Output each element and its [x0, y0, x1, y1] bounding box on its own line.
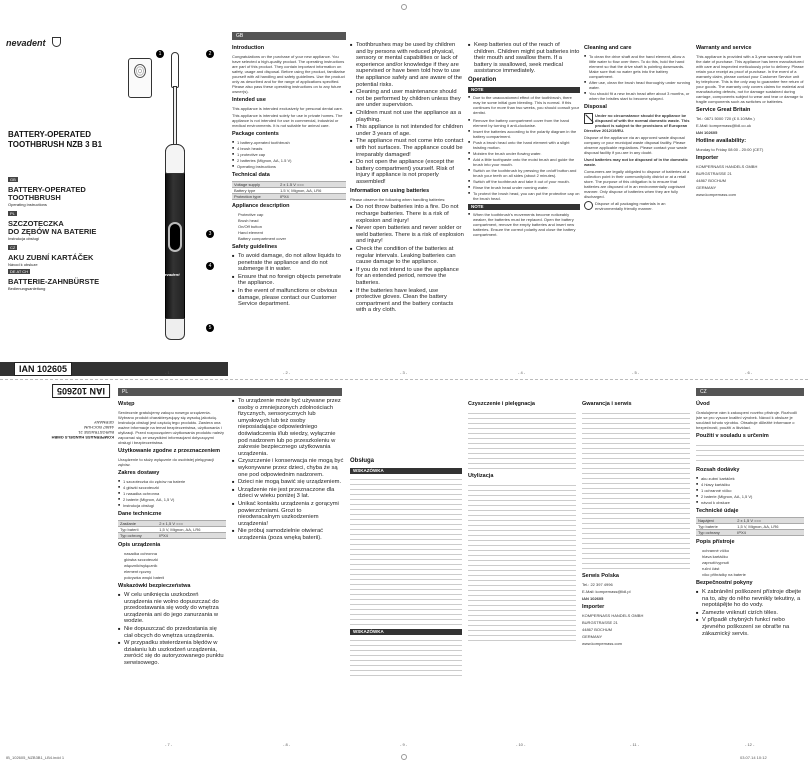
table-cell: Zasilanie [118, 521, 157, 527]
pl-safety-item: ■ Dzieci nie mogą bawić się urządzeniem. [232, 479, 344, 486]
handle-brand-label: nevadent [162, 272, 180, 277]
gb-desc-item: On/Off button [238, 224, 262, 229]
cz-intro-heading: Úvod [696, 401, 710, 407]
gb-safety-item: ■ To avoid damage, do not allow liquids to penetrate the appliance and do not submerge it in water. [232, 253, 346, 273]
gb-desc-item: Brush head [238, 218, 259, 223]
brand-emblem [52, 37, 61, 47]
gb-battery-item: ■ Never open batteries and never solder or weld batteries. There is a risk of explosion and injury! [350, 225, 464, 245]
gb-safety-item: ■ In the event of malfunctions or obvious damage, please contact our Customer Service department. [232, 288, 346, 308]
gb-service-tel: Tel.: 0871 5000 720 (£ 0.10/Min.) [696, 116, 755, 121]
cz-column-1 [696, 398, 804, 738]
pl-safety-list [118, 592, 226, 667]
diagram-label-3: 3 [206, 230, 214, 238]
gb-package-heading: Package contents [232, 131, 279, 137]
page-number-top-2: - 2 - [283, 370, 291, 375]
gb-desc-item: Battery compartment cover [238, 236, 287, 241]
gb-importer-line: 44867 BOCHUM [696, 178, 727, 183]
table-cell: Typ baterie [696, 524, 735, 530]
pl-importer-heading: Importer [582, 604, 605, 610]
pl-warranty-lines [582, 410, 690, 570]
gb-cleaning-list [584, 54, 692, 101]
pl-intro-heading: Wstęp [118, 401, 135, 407]
weee-bin-icon [584, 113, 593, 124]
gb-use-text-1: This appliance is intended exclusively for personal dental care. [232, 106, 343, 111]
page-number-top-4: - 4 - [518, 370, 526, 375]
cz-intro-text: Gratulujeme vám k zakoupení nového přístroje. Rozhodli jste se pro vysoce kvalitní výrobek. Návod k obsluze je součástí tohoto výrobku. Obsahuje důležité informace o bezpečnosti, použití a likvidaci. [696, 410, 797, 430]
cover-lang-cz-title1: AKU ZUBNÍ KARTÁČEK [8, 253, 94, 262]
pl-package-item: ■ 1 nasadka ochronna [118, 491, 226, 496]
gb-importer-line: www.kompernass.com [696, 192, 737, 197]
cz-package-item: ■ 4 hlavy kartáčku [696, 482, 804, 487]
pl-tech-table [118, 520, 226, 539]
gb-op-steps [468, 118, 580, 201]
gb-disposal-text-2: Dispose of the appliance via an approved waste disposal company or your municipal waste disposal facility. Please observe applicable regulations. Please contact your waste disposal facility if you are in any doubt. [584, 135, 687, 155]
cover-lang-pl-title2: DO ZĘBÓW NA BATERIE [8, 227, 97, 236]
brand-logo: nevadent [6, 38, 46, 48]
gb-package-list [232, 140, 346, 169]
pl-column-4 [468, 398, 576, 738]
cz-use-heading: Použití v souladu s určením [696, 433, 769, 439]
toothbrush-illustration [120, 40, 220, 360]
pl-disposal-lines [468, 482, 576, 642]
pl-use-heading: Użytkowanie zgodne z przeznaczeniem [118, 448, 221, 454]
table-cell: 2 x 1.5 V === [278, 182, 346, 188]
pl-safety-list-cont [232, 398, 344, 541]
pl-note-label-2: WSKAZÓWKA [350, 629, 462, 635]
pl-safety-heading: Wskazówki bezpieczeństwa [118, 583, 191, 589]
pl-service-mail: E-Mail: kompernass@lidl.pl [582, 589, 631, 594]
gb-hotline-text: Monday to Friday 08:00 - 20:00 (CET) [696, 147, 764, 152]
pl-importer-line: 44867 BOCHUM [582, 627, 613, 632]
gb-column-5 [696, 42, 804, 362]
cz-package-item: ■ 2 baterie (Mignon, AA, 1,5 V) [696, 494, 804, 499]
gb-battery-item: ■ Do not throw batteries into a fire. Do not recharge batteries. There is a risk of explosion and injury! [350, 204, 464, 224]
table-cell: Voltage supply [232, 182, 278, 188]
gb-op-step: ■ Add a little toothpaste onto the moist brush and guide the brush into your mouth. [468, 157, 580, 167]
pl-desc-item: nasadka ochronna [124, 551, 157, 556]
table-cell: 2 x 1,5 V === [157, 521, 226, 527]
pl-desc-heading: Opis urządzenia [118, 542, 161, 548]
cover-title-1: BATTERY-OPERATED [8, 130, 91, 139]
gb-cleaning-heading: Cleaning and care [584, 45, 632, 51]
table-row [118, 533, 226, 539]
gb-package-item: ■ 1 battery-operated toothbrush [232, 140, 346, 145]
pl-desc-item: element ręczny [124, 569, 152, 574]
gb-battery-list [350, 204, 464, 314]
page-number-bottom-12: - 12 - [745, 742, 755, 747]
cz-package-heading: Rozsah dodávky [696, 467, 740, 473]
cz-desc-heading: Popis přístroje [696, 539, 735, 545]
table-cell: 2 x 1,5 V === [735, 518, 804, 524]
lang-bar-cz: CZ [696, 388, 804, 396]
pl-disposal-heading: Utylizacja [468, 473, 494, 479]
gb-column-4 [584, 42, 692, 362]
table-cell: Napájení [696, 518, 735, 524]
gb-disposal-text-4: Consumers are legally obligated to dispose of batteries at a collection point in their community/city district or at a retail store. The purpose of this obligation is to ensure that batteries are disposed of in an environmentally cognisant manner. Only dispose of batteries when they are fully discharged. [584, 169, 690, 199]
page-number-bottom-10: - 10 - [516, 742, 526, 747]
gb-note-label: NOTE [468, 87, 580, 93]
print-file-label: IB_102605_NZB3B1_LB4.indd 1 [6, 755, 65, 760]
gb-safety-heading: Safety guidelines [232, 244, 278, 250]
pl-package-item: ■ 4 główki szczoteczki [118, 485, 226, 490]
cover-lang-gb-title2: TOOTHBRUSH [8, 193, 61, 202]
cz-tech-heading: Technické údaje [696, 508, 739, 514]
cover-lang-pl-sub: Instrukcja obsługi [8, 236, 39, 241]
gb-disposal-heading: Disposal [584, 104, 607, 110]
gb-importer-line: BURGSTRASSE 21 [696, 171, 732, 176]
gb-column-3 [468, 42, 580, 362]
back-importer-line: GERMANY [93, 420, 114, 425]
gb-intro-heading: Introduction [232, 45, 265, 51]
table-cell: 1,5 V, Mignon, AA, LR6 [735, 524, 804, 530]
pl-package-list [118, 479, 226, 508]
gb-safety-item: ■ The appliance must not come into contact with hot surfaces. The appliance could be irreparably damaged! [350, 138, 464, 158]
cz-package-item: ■ aku zubní kartáček [696, 476, 804, 481]
table-cell: IPX4 [278, 194, 346, 200]
pl-importer-line: BURGSTRASSE 21 [582, 620, 618, 625]
gb-op-step: ■ Moisten the brush under flowing water. [468, 151, 580, 156]
gb-safety-item: ■ Toothbrushes may be used by children and by persons with reduced physical, sensory or mental capabilities or lack of experience and/or knowledge if they are supervised or have been told how to use the appliance safely and are aware of the potential risks. [350, 42, 464, 88]
page-number-top-3: - 3 - [400, 370, 408, 375]
gb-op-step: ■ Switch on the toothbrush by pressing the on/off button and brush your teeth on all sides (about 2 minutes). [468, 168, 580, 178]
pl-package-item: ■ Instrukcja obsługi [118, 503, 226, 508]
gb-safety-item: ■ Cleaning and user maintenance should not be performed by children unless they are under supervision. [350, 89, 464, 109]
pl-op-lines [350, 476, 462, 626]
weee-cross-icon [585, 114, 593, 122]
gb-battery-list-cont [468, 42, 580, 75]
gb-op-step: ■ Push a brush head onto the hand element with a slight twisting motion. [468, 140, 580, 150]
pl-desc-list [118, 551, 226, 580]
back-cover-importer [4, 400, 114, 440]
gb-cleaning-item: ■ You should fit a new brush head after about 3 months, or when the bristles start to become splayed. [584, 91, 692, 101]
lang-tag-pl: PL [10, 211, 15, 216]
pl-importer-line: www.kompernass.com [582, 641, 623, 646]
cover-lang-pl-title1: SZCZOTECZKA [8, 219, 64, 228]
gb-op-step: ■ To protect the brush head, you can put the protective cap on the brush head. [468, 191, 580, 201]
cz-safety-list [696, 589, 804, 637]
back-importer-line: KOMPERNASS HANDELS GMBH [51, 435, 114, 440]
gb-column-1 [232, 42, 346, 362]
gb-battery-heading: Information on using batteries [350, 188, 430, 195]
pl-safety-item: ■ Czyszczenie i konserwacja nie mogą być wykonywane przez dzieci, chyba że są one pod odpowiednim nadzorem. [232, 458, 344, 478]
table-cell: Typ baterii [118, 527, 157, 533]
diagram-label-4: 4 [206, 262, 214, 270]
pl-service-tel: Tel.: 22 397 4996 [582, 582, 613, 587]
table-cell: Protection type [232, 194, 278, 200]
table-cell: IPX4 [735, 530, 804, 536]
gb-battery-intro: Please observe the following when handling batteries: [350, 197, 446, 203]
pl-safety-item: ■ To urządzenie może być używane przez osoby o zmniejszonych zdolnościach fizycznych, sensorycznych lub umysłowych lub też osoby nieposiadające odpowiedniego doświadczenia i/lub wiedzy, wyłącznie pod nadzorem lub po przeszkoleniu w zakresie bezpiecznego użytkowania urządzenia. [232, 398, 344, 457]
cz-tech-table [696, 517, 804, 536]
gb-use-text-2: This appliance is intended solely for use in private homes. The appliance is not intended for use in commercial, industrial or medical environments. It is not suitable for animal care. [232, 113, 343, 128]
pl-package-item: ■ 2 baterie (Mignon, AA, 1,5 V) [118, 497, 226, 502]
cz-package-list [696, 476, 804, 505]
pl-op-lines-2 [350, 637, 462, 677]
power-button[interactable] [168, 222, 182, 252]
cover-lang-de-title1: BATTERIE-ZAHNBÜRSTE [8, 277, 100, 286]
lang-bar-pl: PL [118, 388, 342, 396]
pl-column-2 [232, 398, 344, 738]
pl-column-3 [350, 398, 462, 738]
gb-warranty-text: This appliance is provided with a 3-year warranty valid from the date of purchase. This appliance has been manufactured with care and inspected meticulously prior to delivery. Please retain your receipt as proof of purchase. In the event of a warranty claim, please contact your Customer Service unit by telephone. This is the only way to guarantee free return of your goods. The warranty only covers claims for material and manufacturing defects, not for damage sustained during carriage, components subject to wear and tear or damage to fragile components such as switches or batteries. [696, 54, 804, 104]
gb-cleaning-item: ■ To clean the drive shaft and the hand element, allow a little water to flow over them. To do this, hold the hand element so that the drive shaft is pointing downwards. Make sure that no water gets into the battery compartment. [584, 54, 692, 79]
pl-service-heading: Serwis Polska [582, 573, 619, 579]
pl-importer-line: KOMPERNASS HANDELS GMBH [582, 613, 644, 618]
gb-package-item: ■ 1 protective cap [232, 152, 346, 157]
gb-safety-item: ■ This appliance is not intended for children under 3 years of age. [350, 124, 464, 137]
diagram-label-1: 1 [156, 50, 164, 58]
brush-head [171, 52, 179, 88]
cz-package-item: ■ 1 ochranné víčko [696, 488, 804, 493]
pl-use-text: Urządzenie to służy wyłącznie do osobistej pielęgnacji zębów. [118, 457, 214, 467]
cover-lang-de [8, 260, 114, 291]
pl-desc-item: włącznik/wyłącznik [124, 563, 158, 568]
lang-bar-gb: GB [232, 32, 346, 40]
gb-hotline-heading: Hotline availability: [696, 138, 747, 144]
gb-safety-item: ■ Ensure that no foreign objects penetrate the appliance. [232, 274, 346, 287]
gb-battery-item: ■ If you do not intend to use the appliance for an extended period, remove the batteries. [350, 267, 464, 287]
pl-safety-item: ■ Nie próbuj samodzielnie otwierać urządzenia (poza wnęką baterii). [232, 528, 344, 541]
pl-cleaning-lines [468, 410, 576, 470]
gb-service-heading: Service Great Britain [696, 107, 751, 113]
gb-service-ian: IAN 102605 [696, 130, 718, 135]
back-importer-line: BURGSTRASSE 21 [78, 430, 114, 435]
gb-desc-item: Hand element [238, 230, 263, 235]
page-number-top-6: - 6 - [745, 370, 753, 375]
gb-safety-item: ■ Do not open the appliance (except the battery compartment) yourself. Risk of injury if appliance is not properly assembled! [350, 159, 464, 185]
table-cell: Battery type [232, 188, 278, 194]
pl-desc-item: główka szczoteczki [124, 557, 159, 562]
gb-column-2 [350, 42, 464, 362]
gb-use-heading: Intended use [232, 97, 266, 103]
gb-package-item: ■ Operating instructions [232, 164, 346, 169]
brush-handle-cap [165, 144, 185, 174]
pl-safety-item: ■ W celu uniknięcia uszkodzeń urządzenia nie wolno dopuszczać do przedostawania się wody do wnętrza urządzenia ani do jego zanurzania w wodzie. [118, 592, 226, 625]
pl-package-heading: Zakres dostawy [118, 470, 160, 476]
gb-tech-table [232, 181, 346, 200]
cover-lang-gb-title1: BATTERY-OPERATED [8, 185, 86, 194]
cz-desc-list [696, 548, 804, 577]
recycle-icon [584, 201, 593, 210]
gb-cleaning-item: ■ After use, clean the brush head thoroughly under running water. [584, 80, 692, 90]
page-number-bottom-11: - 11 - [630, 742, 640, 747]
gb-desc-heading: Appliance description [232, 203, 290, 209]
page-number-top-5: - 5 - [632, 370, 640, 375]
cz-safety-heading: Bezpečnostní pokyny [696, 580, 753, 586]
pl-importer-line: GERMANY [582, 634, 603, 639]
pl-note-label: WSKAZÓWKA [350, 468, 462, 474]
table-row [232, 194, 346, 200]
gb-importer-heading: Importer [696, 155, 719, 161]
ian-code-top: IAN 102605 [14, 362, 72, 376]
cover-lang-gb-sub: Operating instructions [8, 202, 47, 207]
gb-safety-item: ■ Children must not use the appliance as a plaything. [350, 110, 464, 123]
cz-safety-item: ■ V případě chybných funkcí nebo zjevného poškození se obraťte na zákaznický servis. [696, 617, 804, 637]
gb-package-item: ■ 2 batteries (Mignon, AA, 1.5 V) [232, 158, 346, 163]
gb-desc-item: Protective cap [238, 212, 264, 217]
pl-safety-item: ■ Nie dopuszczać do przedostania się ciał obcych do wnętrza urządzenia. [118, 626, 226, 639]
back-importer-line: 44867 BOCHUM [83, 425, 114, 430]
table-cell: IPX4 [157, 533, 226, 539]
table-cell: 1.5 V, Mignon, AA, LR6 [278, 188, 346, 194]
lang-tag-gb: GB [10, 177, 16, 182]
pl-desc-item: pokrywka wnęki baterii [124, 575, 165, 580]
fold-line [0, 379, 808, 380]
pl-safety-item: ■ Urządzenie nie jest przeznaczone dla dzieci w wieku poniżej 3 lat. [232, 487, 344, 500]
gb-op-note-list [468, 95, 580, 115]
cover-panel [2, 28, 114, 358]
gb-warranty-heading: Warranty and service [696, 45, 752, 51]
gb-battery-item: ■ Check the condition of the batteries at regular intervals. Leaking batteries can cause damage to the appliance. [350, 246, 464, 266]
cz-desc-item: ochranné víčko [702, 548, 730, 553]
ian-code-bottom: IAN 102605 [52, 384, 110, 398]
gb-battery-item: ■ If the batteries have leaked, use protective gloves. Clean the battery compartment and the battery contacts with a dry cloth. [350, 288, 464, 314]
gb-op-step: ■ Insert the batteries according to the polarity diagram in the battery compartment. [468, 129, 580, 139]
cz-safety-item: ■ Zamezte vniknutí cizích těles. [696, 610, 804, 617]
gb-op-note2: ■ When the toothbrush's movements become noticeably weaker, the batteries must be replaced. Open the battery compartment, remove the empty batteries and insert new batteries. Ensure the correct polarity and close the battery compartment. [468, 212, 580, 237]
table-cell: Typ ochrony [118, 533, 157, 539]
gb-op-note2-list [468, 212, 580, 237]
pl-safety-item: ■ Unikać kontaktu urządzenia z gorącymi powierzchniami. Grozi to nieodwracalnym uszkodzeniem urządzenia! [232, 501, 344, 527]
gb-op-step: ■ Switch off the toothbrush and take it out of your mouth. [468, 179, 580, 184]
pl-intro-text: Serdecznie gratulujemy zakupu nowego urządzenia. Wybrano produkt charakteryzujący się wysoką jakością. Instrukcja obsługi jest częścią tego produktu. Zawiera ona ważne informacje na temat bezpieczeństwa, użytkowania i utylizacji. Przed rozpoczęciem użytkowania produktu należy zapoznać się ze wszystkimi informacjami dotyczącymi obsługi i bezpieczeństwa. [118, 410, 225, 445]
page-number-top-1: - 1 - [165, 370, 173, 375]
cover-lang-cz-sub: Návod k obsluze [8, 262, 38, 267]
diagram-label-5: 5 [206, 324, 214, 332]
pl-column-1 [118, 398, 226, 738]
gb-intro-text: Congratulations on the purchase of your new appliance. You have selected a high-quality product. The operating instructions are part of this product. They contain important information on safety, usage and disposal. Before using the product, familiarise yourself with all handling and safety guidelines. Use the product only as described and for the range of applications specified. Please also pass these operating instructions on to any future owner(s). [232, 54, 346, 94]
gb-package-item: ■ 4 brush heads [232, 146, 346, 151]
table-cell: 1,5 V, Mignon, AA, LR6 [157, 527, 226, 533]
gb-safety-list-cont [350, 42, 464, 185]
cz-safety-item: ■ K zabránění poškození přístroje dbejte na to, aby do něho nevnikly tekutiny, a nepotápějte ho do vody. [696, 589, 804, 609]
cz-use-lines [696, 442, 804, 464]
gb-disposal-text-5: Dispose of all packaging materials in an environmentally friendly manner. [595, 201, 666, 211]
table-cell: Typ ochrany [696, 530, 735, 536]
print-timestamp: 03.07.14 10:12 [740, 755, 767, 760]
pl-tech-heading: Dane techniczne [118, 511, 162, 517]
pl-operation-heading: Obsługa [350, 458, 375, 464]
gb-tech-heading: Technical data [232, 172, 270, 178]
gb-importer-line: KOMPERNASS HANDELS GMBH [696, 164, 758, 169]
gb-op-note: ■ Due to the unaccustomed effect of the toothbrush, there may be some initial gum bleeding. This is normal. If this continues for more than two weeks, you should consult your dentist. [468, 95, 580, 115]
cz-package-item: ■ návod k obsluze [696, 500, 804, 505]
pl-cleaning-heading: Czyszczenie i pielęgnacja [468, 401, 535, 407]
gb-battery-item: ■ Keep batteries out of the reach of children. Children might put batteries into their mouth and swallow them. If a battery is swallowed, seek medical assistance immediately. [468, 42, 580, 75]
gb-note-label-2: NOTE [468, 204, 580, 210]
cz-desc-item: víko přihrádky na baterie [702, 572, 746, 577]
pl-service-ian: IAN 102605 [582, 596, 604, 601]
brush-head-bristles [134, 64, 146, 78]
pl-column-5 [582, 398, 690, 738]
pl-safety-item: ■ W przypadku stwierdzenia błędów w działaniu lub uszkodzeń urządzenia, zwrócić się do autoryzowanego punktu serwisowego. [118, 640, 226, 666]
gb-disposal-text-1: Under no circumstance should the appliance be disposed of with the normal domestic waste. This product is subject to the provisions of European Directive 2012/19/EU. [584, 113, 690, 133]
cz-desc-item: ruční část [702, 566, 720, 571]
page-number-bottom-9: - 9 - [400, 742, 408, 747]
gb-importer-line: GERMANY [696, 185, 717, 190]
lang-tag-de: DE AT CH [10, 269, 29, 274]
gb-disposal-text-3: Used batteries may not be disposed of in the domestic waste. [584, 157, 688, 167]
gb-safety-list [232, 253, 346, 308]
registration-mark-bottom [401, 754, 407, 760]
gb-op-step: ■ Remove the battery compartment cover from the hand element by turning it anti-clockwise. [468, 118, 580, 128]
gb-desc-list [232, 212, 346, 241]
cz-desc-item: zapnutí/vypnutí [702, 560, 730, 565]
gb-service-mail: E-Mail: kompernass@lidl.co.uk [696, 123, 751, 128]
gb-op-step: ■ Rinse the brush head under running water. [468, 185, 580, 190]
pl-warranty-heading: Gwarancja i serwis [582, 401, 632, 407]
diagram-label-2: 2 [206, 50, 214, 58]
table-row [696, 530, 804, 536]
page-number-bottom-8: - 8 - [283, 742, 291, 747]
registration-mark-top [401, 4, 407, 10]
page-number-bottom-7: - 7 - [165, 742, 173, 747]
pl-package-item: ■ 1 szczoteczka do zębów na baterie [118, 479, 226, 484]
gb-operation-heading: Operation [468, 76, 497, 83]
battery-cover [165, 318, 185, 340]
brush-neck [173, 86, 177, 146]
cz-desc-item: hlava kartáčku [702, 554, 728, 559]
cover-title-2: TOOTHBRUSH NZB 3 B1 [8, 140, 103, 149]
lang-tag-cz: CZ [10, 245, 16, 250]
cover-lang-de-sub: Bedienungsanleitung [8, 286, 46, 291]
